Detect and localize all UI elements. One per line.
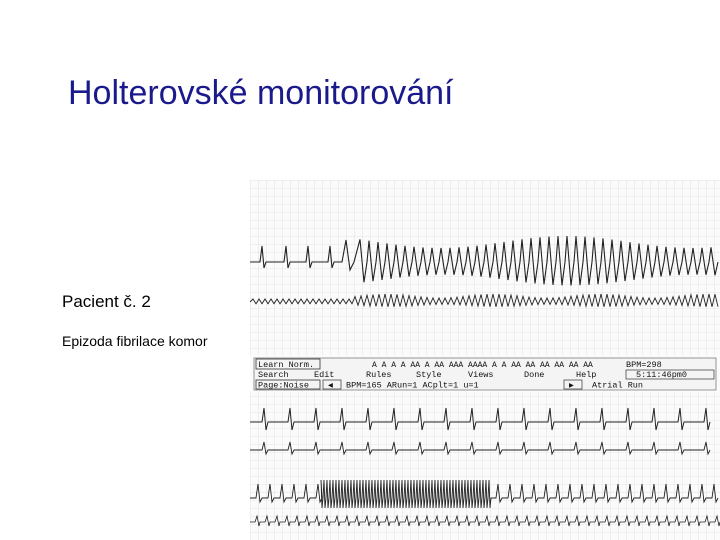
time-readout: 5:11:46pm0	[636, 370, 688, 380]
done-menu: Done	[524, 370, 545, 380]
search-menu: Search	[258, 370, 289, 380]
atrial-run-label: Atrial Run	[592, 380, 644, 391]
patient-label: Pacient č. 2	[62, 292, 151, 311]
holter-ecg-printout	[250, 180, 720, 540]
page-noise-label: Page:Noise	[258, 380, 310, 391]
ecg-strip-graphic	[250, 180, 720, 540]
slide-title: Holterovské monitorování	[68, 74, 454, 112]
run-stats: BPM=165 ARun=1 ACplt=1 u=1	[346, 380, 479, 391]
next-arrow-icon: ▶	[569, 381, 574, 391]
style-menu: Style	[416, 370, 442, 380]
learn-norm-label: Learn Norm.	[258, 360, 315, 370]
ecg-grid-bottom	[250, 392, 720, 540]
edit-menu: Edit	[314, 370, 335, 380]
episode-label: Epizoda fibrilace komor	[62, 333, 208, 349]
bpm-readout: BPM=298	[626, 360, 662, 370]
help-menu: Help	[576, 370, 597, 380]
ecg-grid-top	[250, 180, 720, 355]
views-menu: Views	[468, 370, 494, 380]
prev-arrow-icon: ◀	[328, 381, 333, 391]
rules-menu: Rules	[366, 370, 392, 380]
beat-labels: A A A A AA A AA AAA AAAA A A AA AA AA AA AA AA	[372, 361, 593, 370]
